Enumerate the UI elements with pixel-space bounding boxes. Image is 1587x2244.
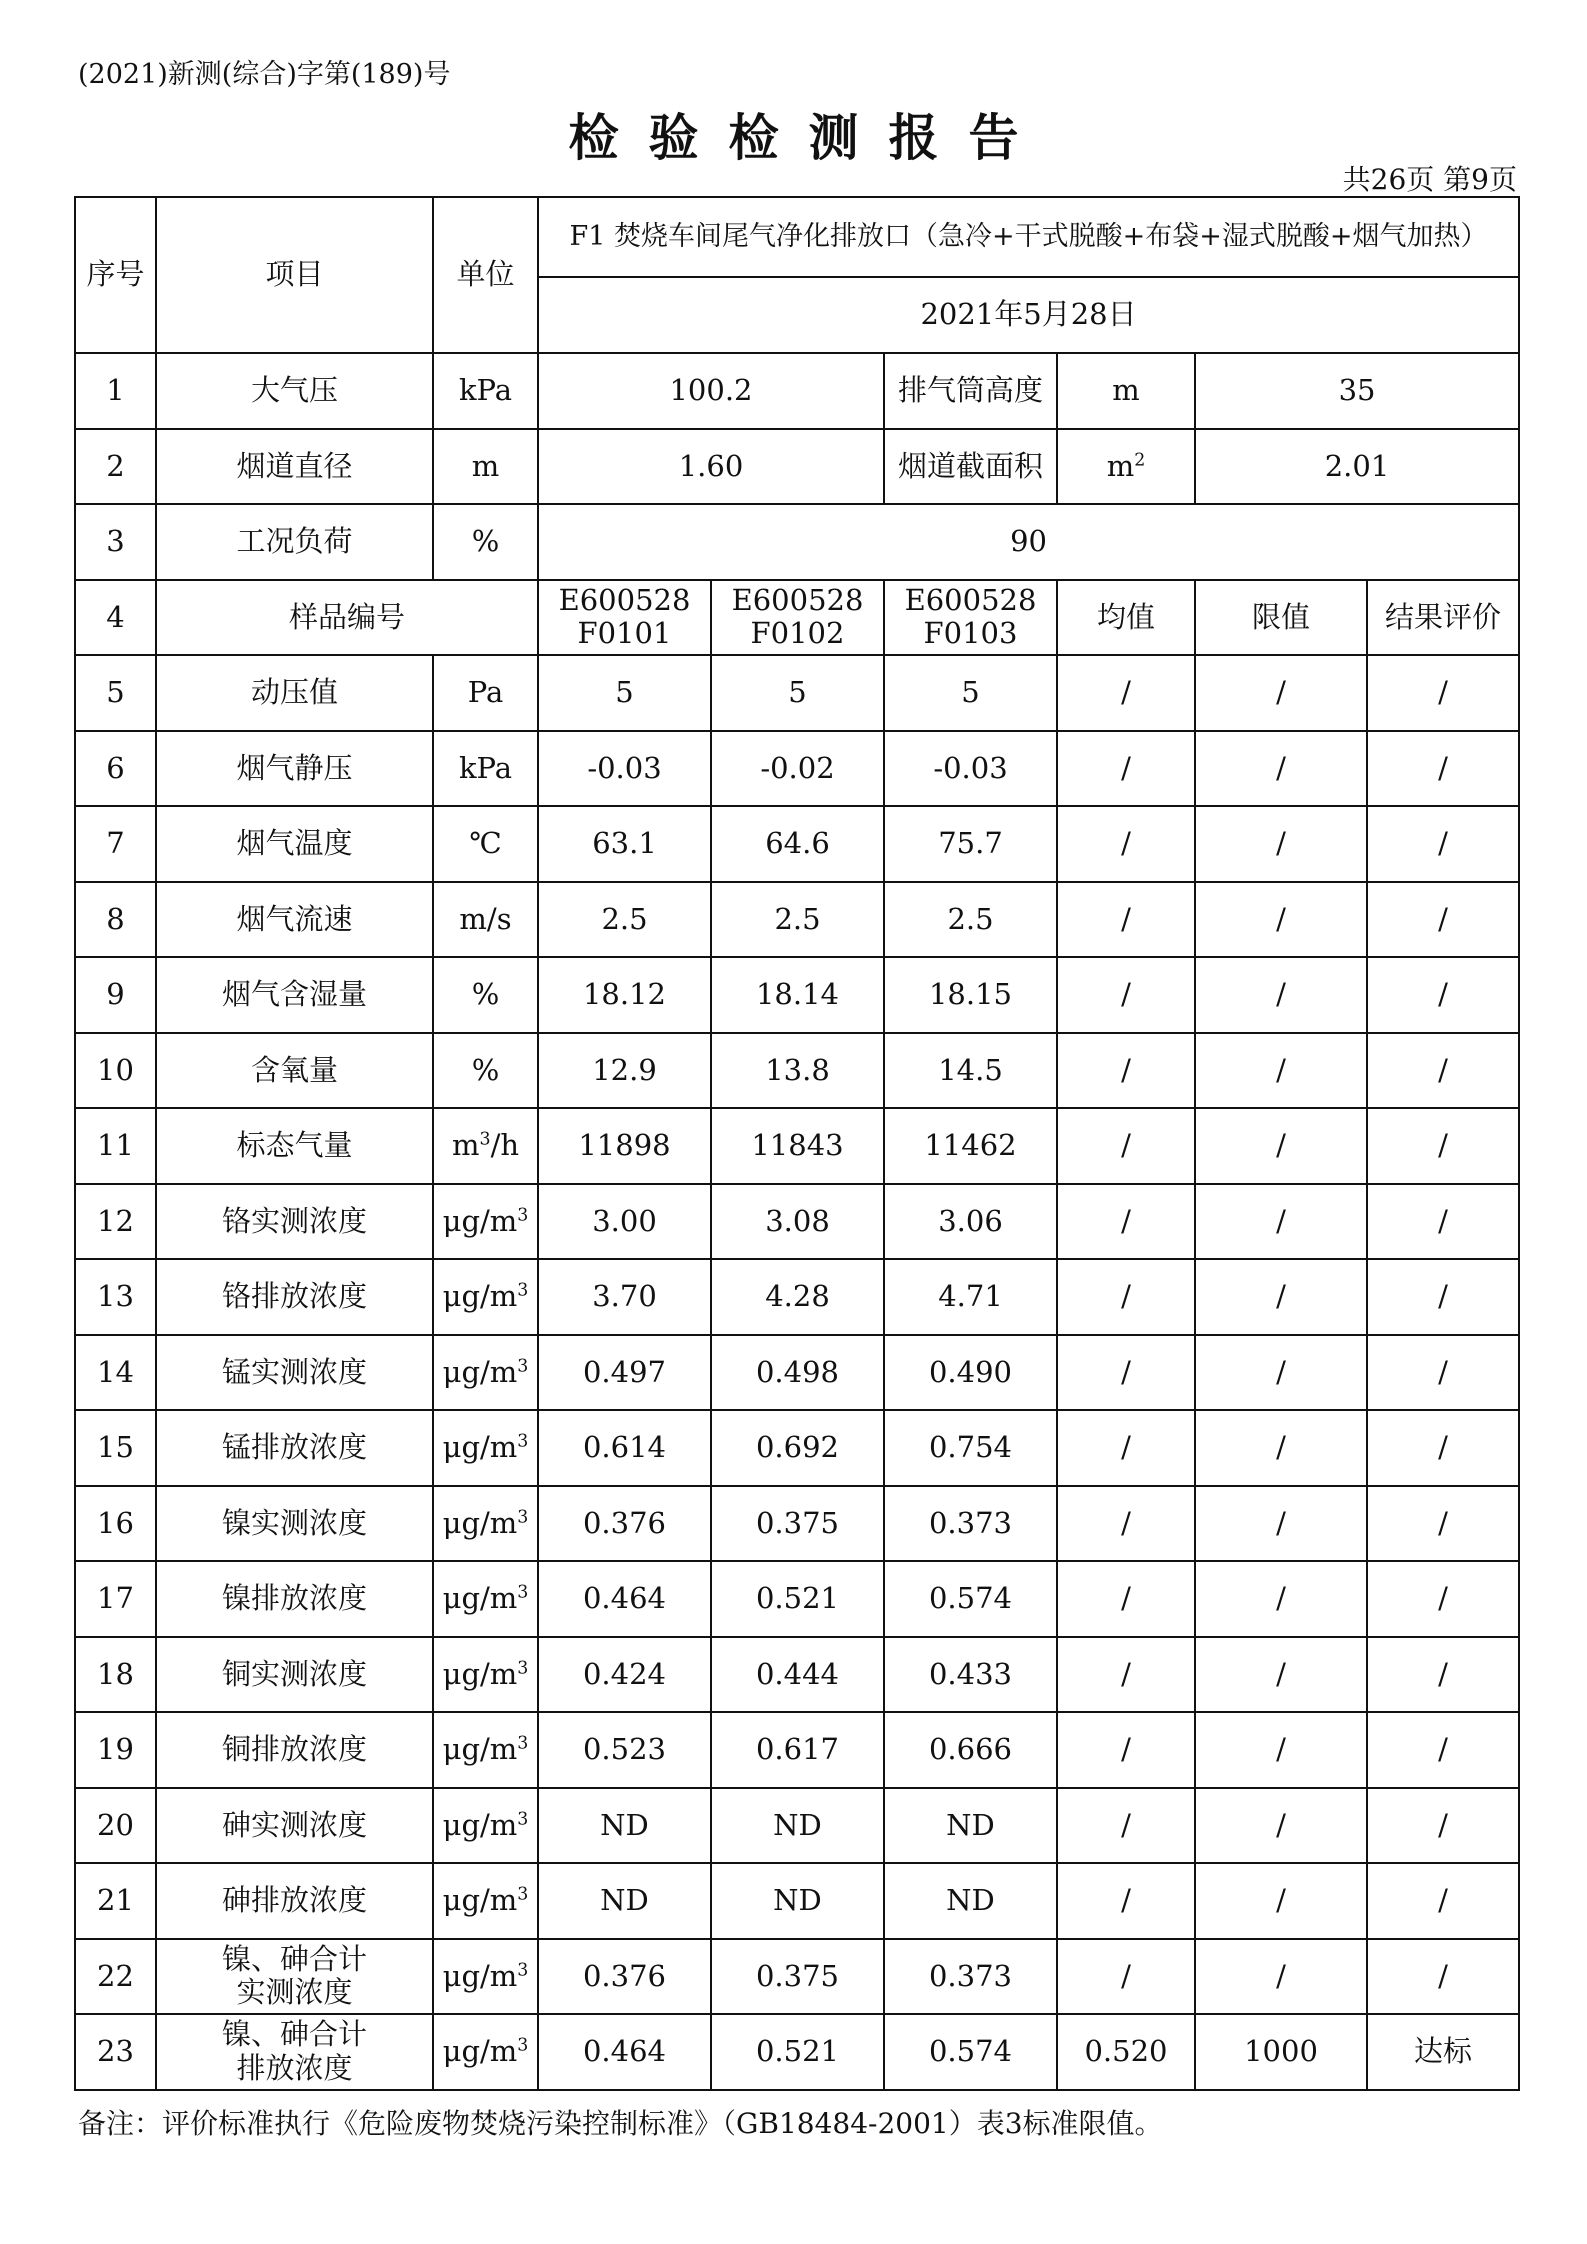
sampling-site: F1 焚烧车间尾气净化排放口（急冷+干式脱酸+布袋+湿式脱酸+烟气加热）: [538, 197, 1519, 277]
sample-value-3: 0.373: [884, 1486, 1057, 1562]
result-value: /: [1367, 655, 1519, 731]
row-no: 1: [75, 353, 156, 429]
sample-value-2: 0.444: [711, 1637, 884, 1713]
limit-value: /: [1195, 882, 1367, 958]
result-value: /: [1367, 1637, 1519, 1713]
row-item: 工况负荷: [156, 504, 433, 580]
row-item: 动压值: [156, 655, 433, 731]
row-unit: $\mu g/m^3$: [433, 1486, 538, 1562]
table-row: [75, 1184, 1519, 1260]
row-item: 铬排放浓度: [156, 1259, 433, 1335]
average-value: /: [1057, 1712, 1195, 1788]
header-result: 结果评价: [1367, 580, 1519, 656]
sample-value-1: 0.523: [538, 1712, 711, 1788]
sample-value-3: 0.574: [884, 2014, 1057, 2090]
row-item: 锰排放浓度: [156, 1410, 433, 1486]
sample-value-3: 5: [884, 655, 1057, 731]
result-value: /: [1367, 1184, 1519, 1260]
limit-value: /: [1195, 655, 1367, 731]
average-value: /: [1057, 1259, 1195, 1335]
row-no: 9: [75, 957, 156, 1033]
sample-value-1: ND: [538, 1788, 711, 1864]
sample-value-2: 2.5: [711, 882, 884, 958]
sampling-date: 2021年5月28日: [538, 277, 1519, 353]
sample-id-3: E600528 F0103: [884, 580, 1057, 656]
sample-value-2: 0.617: [711, 1712, 884, 1788]
page-info: 共26页 第9页: [1342, 163, 1517, 196]
result-value: /: [1367, 806, 1519, 882]
result-value: /: [1367, 1712, 1519, 1788]
result-value: 达标: [1367, 2014, 1519, 2090]
average-value: /: [1057, 1939, 1195, 2015]
result-value: /: [1367, 957, 1519, 1033]
row-unit: $\mu g/m^3$: [433, 1863, 538, 1939]
row-unit: ℃: [433, 806, 538, 882]
average-value: /: [1057, 1561, 1195, 1637]
row-no: 17: [75, 1561, 156, 1637]
limit-value: /: [1195, 806, 1367, 882]
header-item: 项目: [156, 197, 433, 353]
sample-value-2: 0.375: [711, 1486, 884, 1562]
row-unit: Pa: [433, 655, 538, 731]
table-row: [75, 1259, 1519, 1335]
table-row: [75, 2014, 1519, 2090]
table-row: [75, 1561, 1519, 1637]
sample-value-1: ND: [538, 1863, 711, 1939]
row-no: 8: [75, 882, 156, 958]
sample-value-3: -0.03: [884, 731, 1057, 807]
row-no: 13: [75, 1259, 156, 1335]
sample-value-2: 4.28: [711, 1259, 884, 1335]
result-value: /: [1367, 1561, 1519, 1637]
row-1: [75, 353, 1519, 429]
sample-value-3: 0.433: [884, 1637, 1057, 1713]
sample-value-1: 3.00: [538, 1184, 711, 1260]
sample-value-1: 0.376: [538, 1939, 711, 2015]
sample-value-1: 12.9: [538, 1033, 711, 1109]
sample-value-1: 3.70: [538, 1259, 711, 1335]
row-item: 铜排放浓度: [156, 1712, 433, 1788]
sample-value-3: 3.06: [884, 1184, 1057, 1260]
sample-id-1: E600528 F0101: [538, 580, 711, 656]
limit-value: /: [1195, 1863, 1367, 1939]
row-item: 大气压: [156, 353, 433, 429]
row-unit: $\mu g/m^3$: [433, 1184, 538, 1260]
row-item: 镍排放浓度: [156, 1561, 433, 1637]
result-value: /: [1367, 882, 1519, 958]
row-unit: m: [433, 429, 538, 505]
limit-value: /: [1195, 731, 1367, 807]
average-value: /: [1057, 1410, 1195, 1486]
sample-value-2: 5: [711, 655, 884, 731]
result-value: /: [1367, 1788, 1519, 1864]
limit-value: /: [1195, 1184, 1367, 1260]
row-no: 21: [75, 1863, 156, 1939]
row-4-sample-ids: [75, 580, 1519, 656]
sample-value-1: 11898: [538, 1108, 711, 1184]
row-unit: %: [433, 957, 538, 1033]
row-unit: m/s: [433, 882, 538, 958]
header-limit: 限值: [1195, 580, 1367, 656]
sample-value-1: 0.614: [538, 1410, 711, 1486]
report-table: [74, 196, 1520, 2091]
row-item: 烟道直径: [156, 429, 433, 505]
sample-value-1: 0.464: [538, 1561, 711, 1637]
row-no: 15: [75, 1410, 156, 1486]
sample-value-2: 13.8: [711, 1033, 884, 1109]
result-value: /: [1367, 1259, 1519, 1335]
table-row: [75, 1863, 1519, 1939]
row-no: 5: [75, 655, 156, 731]
sample-value-2: ND: [711, 1863, 884, 1939]
sample-value-2: 0.375: [711, 1939, 884, 2015]
row-no: 12: [75, 1184, 156, 1260]
row-value: 100.2: [538, 353, 884, 429]
sample-value-3: 2.5: [884, 882, 1057, 958]
table-row: [75, 1335, 1519, 1411]
limit-value: /: [1195, 1259, 1367, 1335]
row-item: 铜实测浓度: [156, 1637, 433, 1713]
table-row: [75, 1108, 1519, 1184]
row-no: 11: [75, 1108, 156, 1184]
row-item: 镍、砷合计 实测浓度: [156, 1939, 433, 2015]
row-no: 4: [75, 580, 156, 656]
limit-value: 1000: [1195, 2014, 1367, 2090]
row-item: 砷实测浓度: [156, 1788, 433, 1864]
row-item: 含氧量: [156, 1033, 433, 1109]
limit-value: /: [1195, 1335, 1367, 1411]
table-row: [75, 1712, 1519, 1788]
limit-value: /: [1195, 1033, 1367, 1109]
sample-value-3: 11462: [884, 1108, 1057, 1184]
table-row: [75, 957, 1519, 1033]
sample-value-3: 4.71: [884, 1259, 1057, 1335]
row-no: 6: [75, 731, 156, 807]
average-value: 0.520: [1057, 2014, 1195, 2090]
header-seq: 序号: [75, 197, 156, 353]
row-no: 22: [75, 1939, 156, 2015]
sample-value-3: 0.490: [884, 1335, 1057, 1411]
table-row: [75, 882, 1519, 958]
average-value: /: [1057, 1637, 1195, 1713]
header-unit: 单位: [433, 197, 538, 353]
row-item: 标态气量: [156, 1108, 433, 1184]
row-unit: $\mu g/m^3$: [433, 1259, 538, 1335]
sample-value-1: 0.424: [538, 1637, 711, 1713]
row-unit: $\mu g/m^3$: [433, 1788, 538, 1864]
sample-value-1: 18.12: [538, 957, 711, 1033]
sample-value-3: 0.574: [884, 1561, 1057, 1637]
limit-value: /: [1195, 1712, 1367, 1788]
row-no: 23: [75, 2014, 156, 2090]
average-value: /: [1057, 1863, 1195, 1939]
result-value: /: [1367, 1410, 1519, 1486]
row-item: 烟气温度: [156, 806, 433, 882]
result-value: /: [1367, 731, 1519, 807]
row-item: 镍、砷合计 排放浓度: [156, 2014, 433, 2090]
sample-value-2: 0.692: [711, 1410, 884, 1486]
row-item: 样品编号: [156, 580, 538, 656]
table-row: [75, 1410, 1519, 1486]
sample-value-1: 0.376: [538, 1486, 711, 1562]
sample-value-3: 75.7: [884, 806, 1057, 882]
sample-value-1: -0.03: [538, 731, 711, 807]
row-item: 烟气静压: [156, 731, 433, 807]
header-average: 均值: [1057, 580, 1195, 656]
row-unit: kPa: [433, 353, 538, 429]
row-no: 18: [75, 1637, 156, 1713]
sample-value-3: ND: [884, 1788, 1057, 1864]
row-unit: $\mu g/m^3$: [433, 2014, 538, 2090]
footer-note: 备注：评价标准执行《危险废物焚烧污染控制标准》（GB18484-2001）表3标准限值。: [78, 2107, 1163, 2140]
sample-value-1: 0.464: [538, 2014, 711, 2090]
row-item-2: 排气筒高度: [884, 353, 1057, 429]
row-unit: $\mu g/m^3$: [433, 1335, 538, 1411]
unit-sup: 2: [1134, 449, 1146, 470]
row-item: 砷排放浓度: [156, 1863, 433, 1939]
sample-value-3: 0.754: [884, 1410, 1057, 1486]
row-no: 10: [75, 1033, 156, 1109]
average-value: /: [1057, 1033, 1195, 1109]
sample-value-2: ND: [711, 1788, 884, 1864]
average-value: /: [1057, 957, 1195, 1033]
sample-value-2: 0.521: [711, 1561, 884, 1637]
row-no: 2: [75, 429, 156, 505]
unit-base: m: [1106, 448, 1135, 483]
result-value: /: [1367, 1108, 1519, 1184]
limit-value: /: [1195, 1637, 1367, 1713]
row-unit: kPa: [433, 731, 538, 807]
table-row: [75, 1788, 1519, 1864]
result-value: /: [1367, 1033, 1519, 1109]
average-value: /: [1057, 1486, 1195, 1562]
sample-value-1: 5: [538, 655, 711, 731]
result-value: /: [1367, 1486, 1519, 1562]
sample-value-2: 3.08: [711, 1184, 884, 1260]
row-unit-2: [1057, 429, 1195, 505]
row-no: 20: [75, 1788, 156, 1864]
limit-value: /: [1195, 1939, 1367, 2015]
table-row: [75, 1033, 1519, 1109]
sample-value-1: 2.5: [538, 882, 711, 958]
row-unit: %: [433, 1033, 538, 1109]
row-value: 90: [538, 504, 1519, 580]
sample-value-3: 14.5: [884, 1033, 1057, 1109]
row-item: 烟气流速: [156, 882, 433, 958]
sample-value-1: 0.497: [538, 1335, 711, 1411]
average-value: /: [1057, 655, 1195, 731]
average-value: /: [1057, 1788, 1195, 1864]
row-2: [75, 429, 1519, 505]
sample-value-2: 0.498: [711, 1335, 884, 1411]
row-value-2: 2.01: [1195, 429, 1519, 505]
row-item: 镍实测浓度: [156, 1486, 433, 1562]
result-value: /: [1367, 1939, 1519, 2015]
average-value: /: [1057, 882, 1195, 958]
sample-value-2: 11843: [711, 1108, 884, 1184]
row-item: 烟气含湿量: [156, 957, 433, 1033]
table-row: [75, 1637, 1519, 1713]
row-no: 16: [75, 1486, 156, 1562]
sample-id-2: E600528 F0102: [711, 580, 884, 656]
row-value-2: 35: [1195, 353, 1519, 429]
row-item: 铬实测浓度: [156, 1184, 433, 1260]
row-item: 锰实测浓度: [156, 1335, 433, 1411]
limit-value: /: [1195, 1561, 1367, 1637]
limit-value: /: [1195, 957, 1367, 1033]
result-value: /: [1367, 1335, 1519, 1411]
row-value: 1.60: [538, 429, 884, 505]
row-no: 3: [75, 504, 156, 580]
sample-value-3: ND: [884, 1863, 1057, 1939]
report-title: 检验检测报告: [568, 109, 1049, 167]
table-row: [75, 1939, 1519, 2015]
table-row: [75, 655, 1519, 731]
row-no: 19: [75, 1712, 156, 1788]
sample-value-1: 63.1: [538, 806, 711, 882]
row-unit: $m^3/h$: [433, 1108, 538, 1184]
sample-value-2: 18.14: [711, 957, 884, 1033]
row-unit: $\mu g/m^3$: [433, 1939, 538, 2015]
sample-value-3: 0.666: [884, 1712, 1057, 1788]
row-unit: $\mu g/m^3$: [433, 1410, 538, 1486]
table-row: [75, 806, 1519, 882]
row-no: 7: [75, 806, 156, 882]
average-value: /: [1057, 1108, 1195, 1184]
limit-value: /: [1195, 1410, 1367, 1486]
sample-value-3: 0.373: [884, 1939, 1057, 2015]
row-no: 14: [75, 1335, 156, 1411]
average-value: /: [1057, 806, 1195, 882]
limit-value: /: [1195, 1788, 1367, 1864]
table-row: [75, 731, 1519, 807]
result-value: /: [1367, 1863, 1519, 1939]
average-value: /: [1057, 1184, 1195, 1260]
sample-value-2: 0.521: [711, 2014, 884, 2090]
row-unit: $\mu g/m^3$: [433, 1561, 538, 1637]
row-unit: %: [433, 504, 538, 580]
sample-value-2: -0.02: [711, 731, 884, 807]
row-unit-2: m: [1057, 353, 1195, 429]
limit-value: /: [1195, 1108, 1367, 1184]
limit-value: /: [1195, 1486, 1367, 1562]
row-unit: $\mu g/m^3$: [433, 1637, 538, 1713]
average-value: /: [1057, 731, 1195, 807]
row-3: [75, 504, 1519, 580]
sample-value-2: 64.6: [711, 806, 884, 882]
row-unit: $\mu g/m^3$: [433, 1712, 538, 1788]
document-number: (2021)新测(综合)字第(189)号: [78, 59, 451, 90]
row-item-2: 烟道截面积: [884, 429, 1057, 505]
sample-value-3: 18.15: [884, 957, 1057, 1033]
table-row: [75, 1486, 1519, 1562]
average-value: /: [1057, 1335, 1195, 1411]
